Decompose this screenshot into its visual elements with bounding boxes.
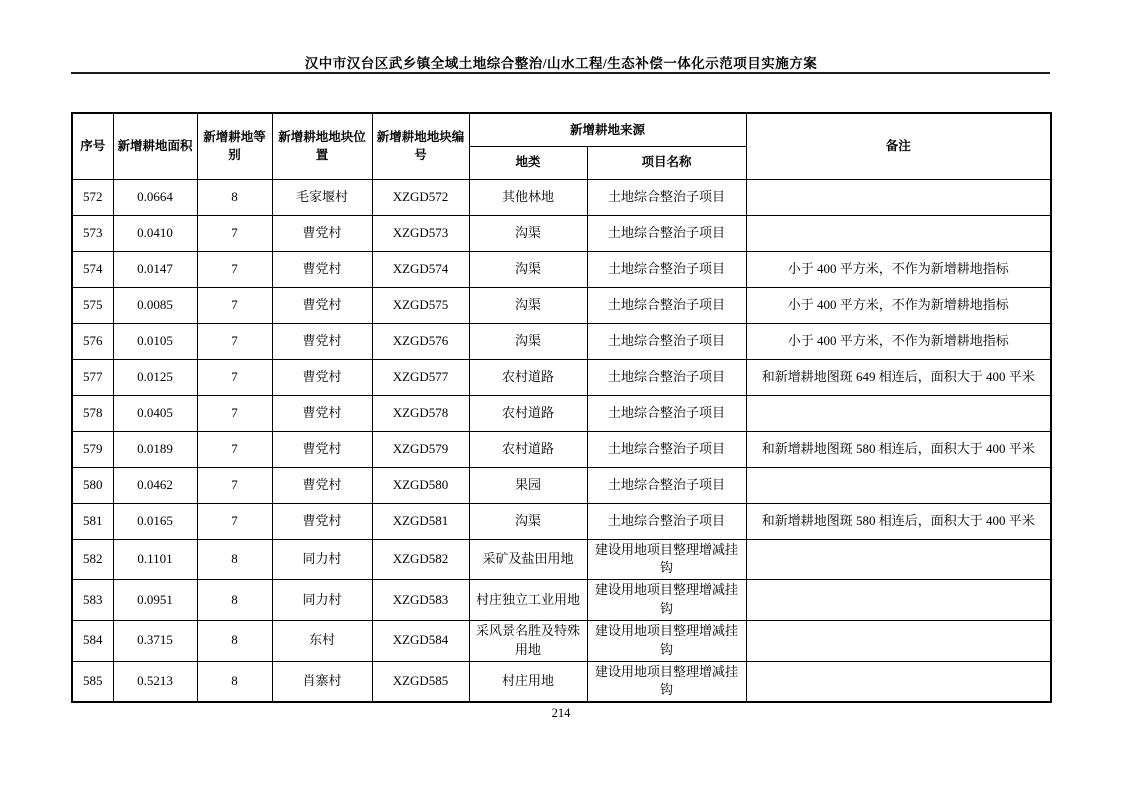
cell-plot-no: XZGD580 (372, 467, 469, 503)
cell-project-name: 建设用地项目整理增减挂钩 (587, 539, 746, 580)
cell-location: 曹党村 (272, 251, 372, 287)
table-row (72, 215, 1051, 251)
cell-land-type: 采风景名胜及特殊用地 (469, 620, 587, 661)
cell-remark: 小于 400 平方米，不作为新增耕地指标 (746, 251, 1051, 287)
cell-remark (746, 215, 1051, 251)
cell-location: 同力村 (272, 539, 372, 580)
cell-grade: 8 (197, 179, 272, 215)
cell-plot-no: XZGD579 (372, 431, 469, 467)
cell-land-type: 沟渠 (469, 323, 587, 359)
cell-land-type: 采矿及盐田用地 (469, 539, 587, 580)
cell-area: 0.0664 (113, 179, 197, 215)
cell-project-name: 建设用地项目整理增减挂钩 (587, 580, 746, 621)
cell-plot-no: XZGD581 (372, 503, 469, 539)
cell-plot-no: XZGD577 (372, 359, 469, 395)
table-row (72, 395, 1051, 431)
cell-area: 0.0147 (113, 251, 197, 287)
cell-project-name: 建设用地项目整理增减挂钩 (587, 620, 746, 661)
cell-land-type: 村庄用地 (469, 661, 587, 702)
cell-area: 0.0165 (113, 503, 197, 539)
cell-area: 0.0462 (113, 467, 197, 503)
cell-location: 曹党村 (272, 287, 372, 323)
cell-grade: 8 (197, 580, 272, 621)
cell-grade: 7 (197, 323, 272, 359)
cell-seq: 581 (72, 503, 113, 539)
cell-grade: 8 (197, 620, 272, 661)
title-divider (71, 72, 1050, 74)
cell-area: 0.0951 (113, 580, 197, 621)
cell-remark (746, 179, 1051, 215)
cell-grade: 7 (197, 287, 272, 323)
cell-land-type: 农村道路 (469, 431, 587, 467)
cell-plot-no: XZGD584 (372, 620, 469, 661)
table-row (72, 287, 1051, 323)
cell-project-name: 土地综合整治子项目 (587, 467, 746, 503)
cell-project-name: 土地综合整治子项目 (587, 431, 746, 467)
cell-grade: 7 (197, 215, 272, 251)
cell-seq: 580 (72, 467, 113, 503)
cell-seq: 582 (72, 539, 113, 580)
cell-location: 毛家堰村 (272, 179, 372, 215)
page-number: 214 (551, 706, 571, 720)
cell-area: 0.3715 (113, 620, 197, 661)
cell-location: 曹党村 (272, 503, 372, 539)
cell-land-type: 沟渠 (469, 215, 587, 251)
column-header-land-type: 地类 (469, 146, 587, 179)
cell-grade: 7 (197, 503, 272, 539)
cell-plot-no: XZGD578 (372, 395, 469, 431)
cell-plot-no: XZGD574 (372, 251, 469, 287)
column-header-project-name: 项目名称 (587, 146, 746, 179)
cell-remark (746, 661, 1051, 702)
cell-grade: 8 (197, 661, 272, 702)
table-row (72, 580, 1051, 621)
cell-area: 0.0105 (113, 323, 197, 359)
table-row (72, 539, 1051, 580)
column-header-seq: 序号 (72, 113, 113, 179)
cell-seq: 585 (72, 661, 113, 702)
table-row (72, 179, 1051, 215)
cell-remark: 小于 400 平方米，不作为新增耕地指标 (746, 287, 1051, 323)
table-row (72, 620, 1051, 661)
cell-remark: 和新增耕地图斑 580 相连后，面积大于 400 平米 (746, 431, 1051, 467)
cell-remark: 和新增耕地图斑 580 相连后，面积大于 400 平米 (746, 503, 1051, 539)
cell-project-name: 土地综合整治子项目 (587, 215, 746, 251)
table-row (72, 251, 1051, 287)
table-row (72, 661, 1051, 702)
cell-area: 0.1101 (113, 539, 197, 580)
cell-remark (746, 467, 1051, 503)
cell-land-type: 沟渠 (469, 251, 587, 287)
cell-grade: 8 (197, 539, 272, 580)
table-header (72, 113, 1051, 179)
cell-location: 曹党村 (272, 359, 372, 395)
column-header-source-group: 新增耕地来源 (469, 113, 746, 146)
cell-location: 同力村 (272, 580, 372, 621)
table-row (72, 431, 1051, 467)
cell-project-name: 土地综合整治子项目 (587, 179, 746, 215)
cell-seq: 577 (72, 359, 113, 395)
cell-area: 0.0125 (113, 359, 197, 395)
cell-location: 曹党村 (272, 431, 372, 467)
cell-grade: 7 (197, 395, 272, 431)
column-header-remarks: 备注 (746, 113, 1051, 179)
cell-location: 曹党村 (272, 215, 372, 251)
column-header-grade: 新增耕地等别 (197, 113, 272, 179)
cell-plot-no: XZGD582 (372, 539, 469, 580)
cell-land-type: 村庄独立工业用地 (469, 580, 587, 621)
cell-location: 曹党村 (272, 323, 372, 359)
cell-project-name: 土地综合整治子项目 (587, 287, 746, 323)
cell-remark (746, 580, 1051, 621)
cell-area: 0.0189 (113, 431, 197, 467)
cell-land-type: 农村道路 (469, 395, 587, 431)
cell-project-name: 土地综合整治子项目 (587, 395, 746, 431)
cell-location: 肖寨村 (272, 661, 372, 702)
cell-grade: 7 (197, 251, 272, 287)
table-row (72, 467, 1051, 503)
cell-seq: 584 (72, 620, 113, 661)
cell-plot-no: XZGD572 (372, 179, 469, 215)
page-title: 汉中市汉台区武乡镇全域土地综合整治/山水工程/生态补偿一体化示范项目实施方案 (304, 56, 818, 71)
cell-location: 曹党村 (272, 395, 372, 431)
column-header-area: 新增耕地面积 (113, 113, 197, 179)
column-header-plot-no: 新增耕地地块编号 (372, 113, 469, 179)
cell-land-type: 农村道路 (469, 359, 587, 395)
cell-land-type: 沟渠 (469, 287, 587, 323)
cell-plot-no: XZGD575 (372, 287, 469, 323)
cell-project-name: 土地综合整治子项目 (587, 359, 746, 395)
cell-plot-no: XZGD585 (372, 661, 469, 702)
cell-area: 0.0410 (113, 215, 197, 251)
cell-plot-no: XZGD576 (372, 323, 469, 359)
cell-grade: 7 (197, 359, 272, 395)
cell-land-type: 果园 (469, 467, 587, 503)
cell-area: 0.5213 (113, 661, 197, 702)
cell-location: 曹党村 (272, 467, 372, 503)
cell-plot-no: XZGD583 (372, 580, 469, 621)
cell-seq: 574 (72, 251, 113, 287)
cell-seq: 576 (72, 323, 113, 359)
cell-project-name: 土地综合整治子项目 (587, 503, 746, 539)
cell-location: 东村 (272, 620, 372, 661)
cell-seq: 578 (72, 395, 113, 431)
new-farmland-table (71, 112, 1052, 703)
table-row (72, 359, 1051, 395)
cell-remark: 和新增耕地图斑 649 相连后，面积大于 400 平米 (746, 359, 1051, 395)
cell-plot-no: XZGD573 (372, 215, 469, 251)
table-row (72, 323, 1051, 359)
cell-remark (746, 395, 1051, 431)
cell-project-name: 土地综合整治子项目 (587, 251, 746, 287)
cell-grade: 7 (197, 431, 272, 467)
table-body (72, 179, 1051, 702)
cell-seq: 575 (72, 287, 113, 323)
cell-seq: 583 (72, 580, 113, 621)
cell-remark (746, 539, 1051, 580)
cell-seq: 573 (72, 215, 113, 251)
cell-project-name: 建设用地项目整理增减挂钩 (587, 661, 746, 702)
cell-area: 0.0405 (113, 395, 197, 431)
cell-seq: 572 (72, 179, 113, 215)
cell-seq: 579 (72, 431, 113, 467)
cell-remark (746, 620, 1051, 661)
cell-project-name: 土地综合整治子项目 (587, 323, 746, 359)
cell-grade: 7 (197, 467, 272, 503)
cell-land-type: 其他林地 (469, 179, 587, 215)
table-row (72, 503, 1051, 539)
cell-remark: 小于 400 平方米，不作为新增耕地指标 (746, 323, 1051, 359)
cell-area: 0.0085 (113, 287, 197, 323)
column-header-location: 新增耕地地块位置 (272, 113, 372, 179)
cell-land-type: 沟渠 (469, 503, 587, 539)
